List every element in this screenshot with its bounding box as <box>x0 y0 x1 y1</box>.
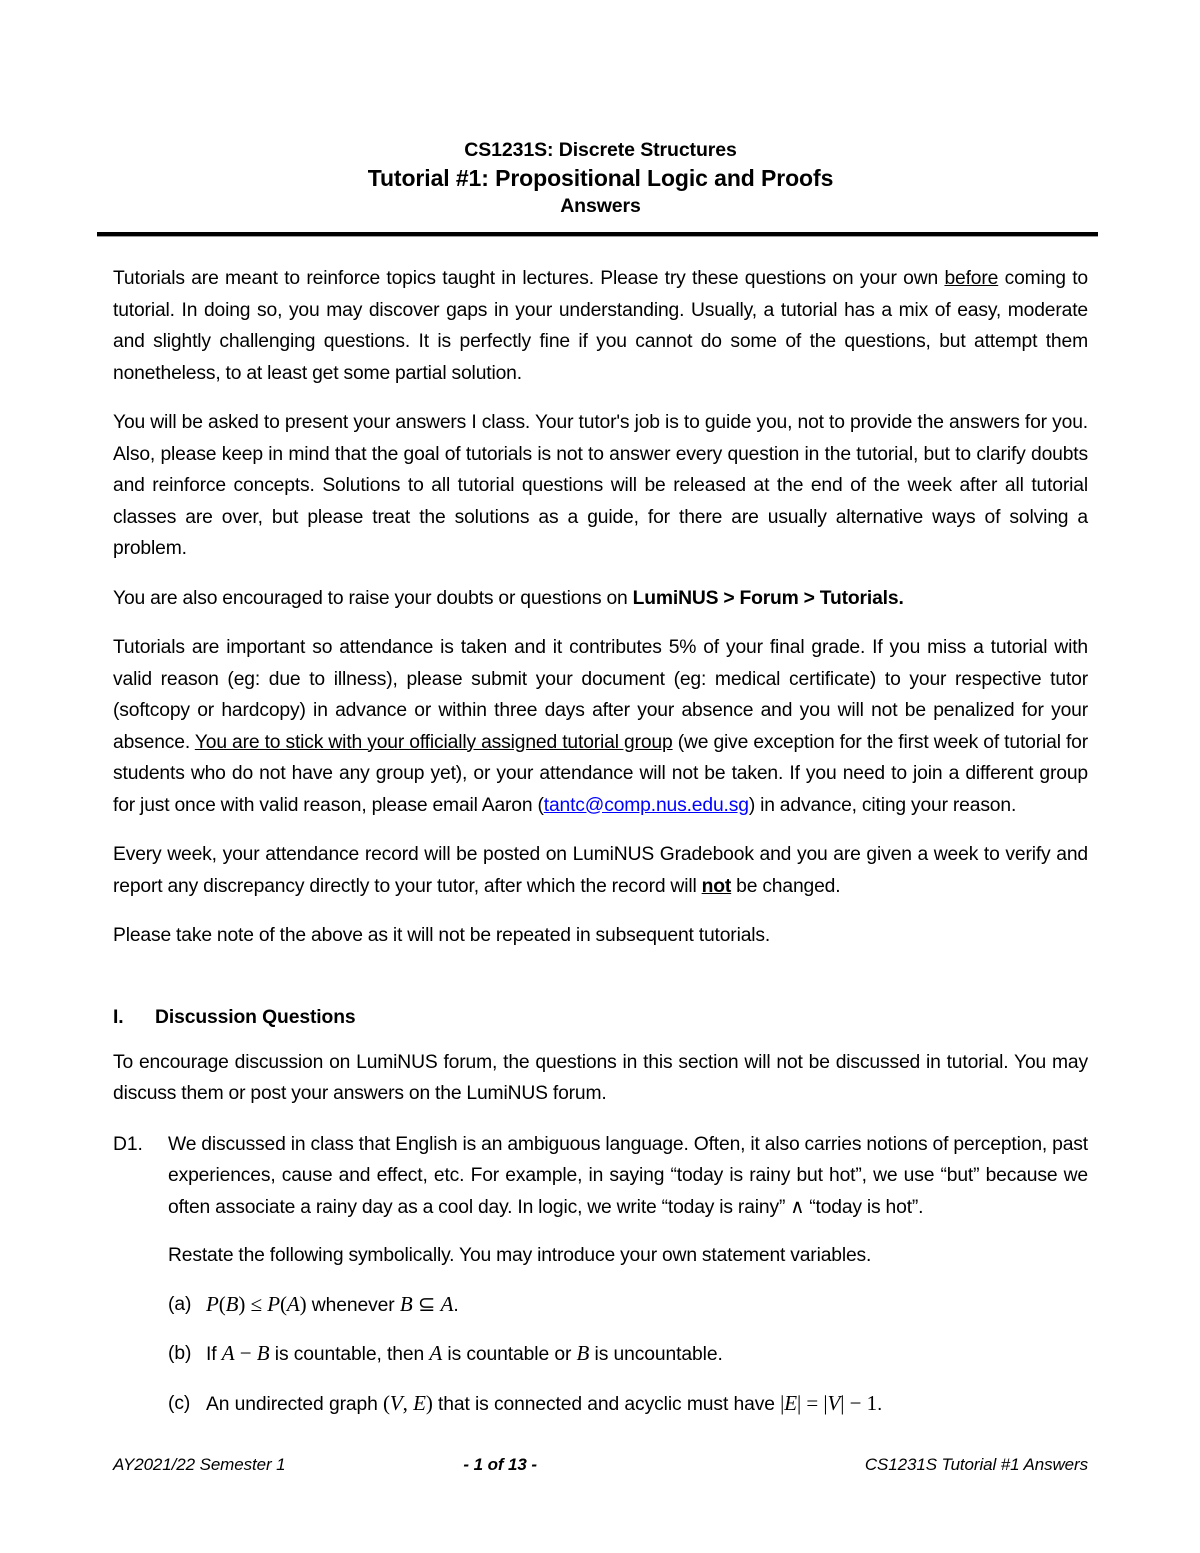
course-title: CS1231S: Discrete Structures <box>464 139 737 161</box>
subitem-c-text: An undirected graph (V, E) that is connected and acyclic must have |E| = |V| − 1. <box>206 1390 883 1415</box>
intro-p4-part-a: Tutorials are important so attendance is taken and it contributes 5% of your final grade. If you miss a tutorial with valid reason (eg: due to illness), please submit your document (eg: medical certificate) to your respective tutor (softcopy or hardcopy) in advance or within three days after your absence and you will not be penalized for your absence. <box>113 637 1088 753</box>
intro-paragraph-4 <box>113 632 1088 821</box>
intro-p1-underlined: before <box>944 268 999 289</box>
subitem-c-label: (c) <box>168 1392 191 1414</box>
luminus-forum-path: LumiNUS > Forum > Tutorials. <box>632 587 904 609</box>
question-d1-label: D1. <box>113 1133 143 1155</box>
subitem-a-text: P(B) ≤ P(A) whenever B ⊆ A. <box>206 1291 459 1316</box>
section-lead-paragraph: To encourage discussion on LumiNUS forum, the questions in this section will not be discussed in tutorial. You may discuss them or post your answers on the LumiNUS forum. <box>113 1051 1088 1104</box>
document-subtitle: Answers <box>560 195 641 217</box>
intro-paragraph-2: You will be asked to present your answers I class. Your tutor's job is to guide you, not to provide the answers for you. Also, please keep in mind that the goal of tutorials is not to answer every question in the tutorial, but to clarify doubts and reinforce concepts. Solutions to all tutorial questions will be released at the end of the week after all tutorial classes are over, but please treat the solutions as a guide, for there are usually alternative ways of solving a problem. <box>113 412 1088 559</box>
intro-p3-part-a: You are also encouraged to raise your doubts or questions on <box>113 587 633 609</box>
intro-p1-part-b: coming to tutorial. In doing so, you may discover gaps in your understanding. Usually, a tutorial has a mix of easy, moderate and slightly challenging questions. It is perfectly fine if you cannot do some of the questions, but attempt them nonetheless, to at least get some partial solution. <box>113 268 1088 384</box>
question-d1-subitem-c <box>168 1388 1088 1421</box>
header-divider <box>97 232 1098 237</box>
intro-p4-part-c: ) in advance, citing your reason. <box>748 794 1017 816</box>
tutor-email-link[interactable]: tantc@comp.nus.edu.sg <box>543 794 749 816</box>
question-d1-subitem-a <box>168 1289 1088 1322</box>
subitem-b-label: (b) <box>168 1343 192 1364</box>
subitem-b-text: If A − B is countable, then A is countable or B is uncountable. <box>206 1341 723 1365</box>
question-d1-text: We discussed in class that English is an ambiguous language. Often, it also carries notions of perception, past experiences, cause and effect, etc. For example, in saying “today is rainy but hot”, we use “but” because we often associate a rainy day as a cool day. In logic, we write “today is rainy” ∧ “today is hot”. <box>168 1133 1088 1218</box>
intro-paragraph-1 <box>113 263 1088 389</box>
intro-p1-part-a: Tutorials are meant to reinforce topics taught in lectures. Please try these questions on your own <box>113 268 945 289</box>
page-footer <box>113 1455 1088 1475</box>
question-d1-subitem-b <box>168 1338 1088 1371</box>
intro-p5-emphasis: not <box>701 875 732 897</box>
intro-p4-part-b: (we give exception for the first week of tutorial for students who do not have any group yet), or your attendance will not be taken. If you need to join a different group for just once with valid reason, please email Aaron ( <box>113 731 1089 816</box>
intro-paragraph-3 <box>113 583 1088 615</box>
intro-paragraph-5 <box>113 839 1088 902</box>
intro-p5-part-a: Every week, your attendance record will be posted on LumiNUS Gradebook and you are given a week to verify and report any discrepancy directly to your tutor, after which the record will <box>113 844 1088 897</box>
subitem-a-label: (a) <box>168 1293 192 1315</box>
intro-paragraph-6: Please take note of the above as it will not be repeated in subsequent tutorials. <box>113 925 771 946</box>
section-heading-discussion-questions <box>113 1007 1088 1029</box>
question-d1-body <box>168 1129 1088 1421</box>
footer-document-name: CS1231S Tutorial #1 Answers <box>864 1455 1088 1474</box>
footer-semester: AY2021/22 Semester 1 <box>113 1455 286 1474</box>
page-content <box>113 0 1088 1420</box>
intro-p5-part-b: be changed. <box>731 875 841 897</box>
footer-page-number: - 1 of 13 - <box>463 1455 537 1474</box>
question-d1 <box>113 1129 1088 1421</box>
intro-p4-underlined: You are to stick with your officially assigned tutorial group <box>194 731 673 753</box>
section-title: Discussion Questions <box>155 1006 356 1028</box>
question-d1-instruction: Restate the following symbolically. You may introduce your own statement variables. <box>168 1245 872 1266</box>
page-title: Tutorial #1: Propositional Logic and Proofs <box>367 165 834 191</box>
document-header <box>113 0 1088 219</box>
section-number: I. <box>113 1006 124 1028</box>
